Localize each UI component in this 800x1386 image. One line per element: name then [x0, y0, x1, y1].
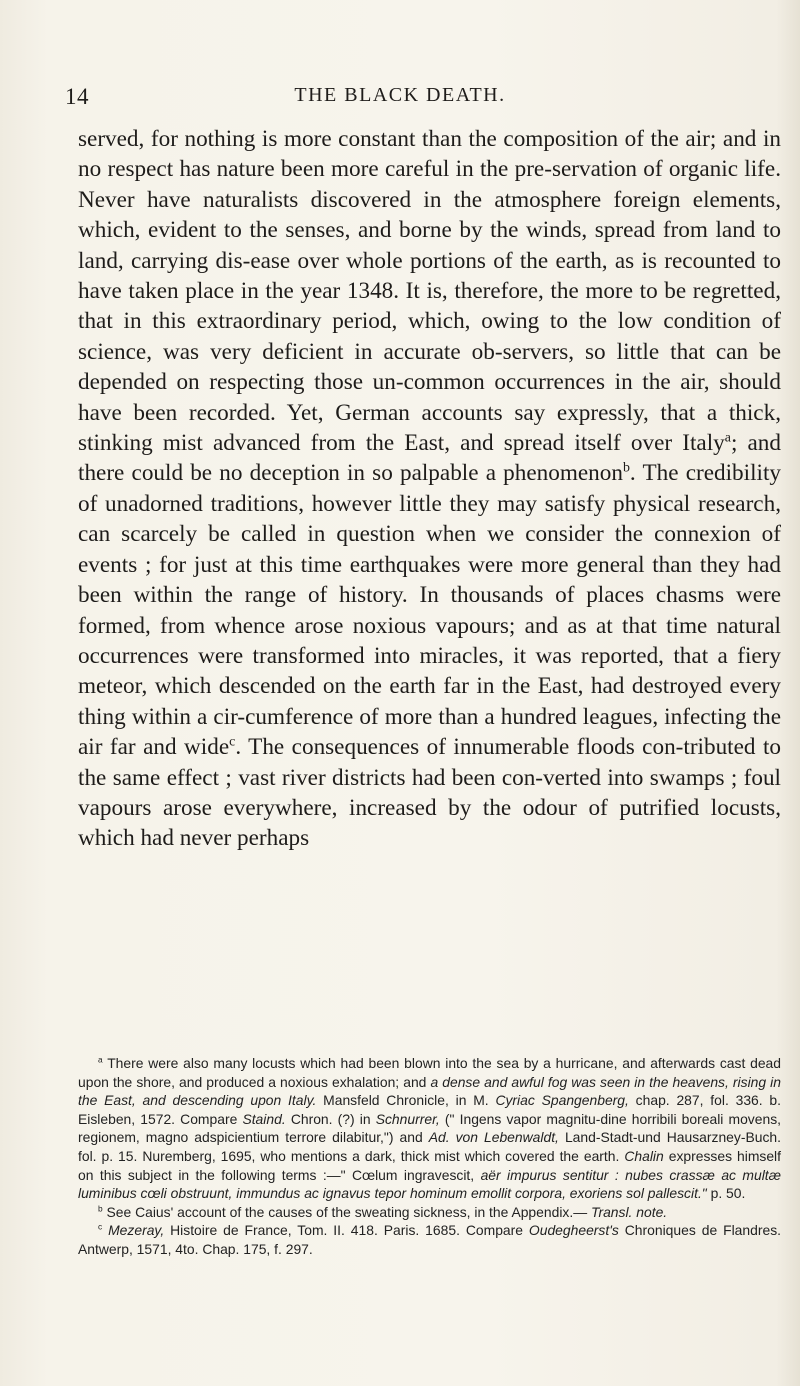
- footnote-text: Chron. (?) in: [285, 1110, 376, 1127]
- footnote-text-italic: Oudegheerst's: [528, 1222, 619, 1239]
- footnote-text: chap. 287, fol. 336. b. Eisleben, 1572. Compare: [78, 1092, 782, 1127]
- footnote-ref-a: a: [724, 430, 731, 446]
- footnote-ref-b: b: [622, 460, 630, 476]
- running-head: THE BLACK DEATH.: [294, 84, 506, 106]
- footnote-text-italic: Schnurrer,: [375, 1110, 440, 1127]
- footnote-text-italic: Chalin: [624, 1147, 664, 1164]
- footnote-text-italic: Mezeray,: [108, 1222, 165, 1239]
- body-text-part: . The credibility of unadorned traditions, however little they may satisfy physical research, can scarcely be called in question when we consider the connexion of events ; for just at this time earthquakes were more general than they had been within the range of history. In thousands of places chasms were formed, from whence arose noxious vapours; and as at that time natural occurrences were transformed into miracles, it was reported, that a fiery meteor, which descended on the earth far in the East, had destroyed every thing within a cir-cumference of more than a hundred leagues, infecting the air far and wide: [78, 460, 781, 761]
- footnote-a: [78, 1054, 781, 1203]
- footnote-text: p. 50.: [706, 1185, 746, 1202]
- body-text-part: ; and there could be no deception in so palpable a phenomenon: [78, 430, 781, 487]
- footnote-text: Histoire de France, Tom. II. 418. Paris. 1685. Compare: [164, 1222, 529, 1239]
- body-text-part: . The consequences of innumerable floods con-tributed to the same effect ; vast river districts had been con-verted into swamps ; foul vapours arose everywhere, increased by the odour of putrified locusts, which had never perhaps: [78, 734, 782, 852]
- footnote-text: (" Ingens vapor magnitu-dine horribili boreali movens, regionem, magno adspicientium terrore dilabitur,") and: [78, 1110, 781, 1146]
- footnote-marker: c: [98, 1221, 103, 1232]
- footnote-text-italic: Staind.: [242, 1110, 286, 1127]
- footnote-text: See Caius' account of the causes of the sweating sickness, in the Appendix.—: [106, 1203, 591, 1220]
- footnote-b: [78, 1203, 781, 1222]
- footnote-text: expresses himself on this subject in the following terms :—" Cœlum ingravescit,: [78, 1147, 782, 1183]
- footnote-ref-c: c: [229, 734, 236, 750]
- footnote-text-italic: Transl. note.: [590, 1203, 668, 1220]
- body-text-part: served, for nothing is more constant than the composition of the air; and in no respect has nature been more careful in the pre-servation of organic life. Never have naturalists discovered in the atmosphere foreign elements, which, evident to the senses, and borne by the winds, spread from land to land, carrying dis-ease over whole portions of the earth, as is recounted to have taken place in the year 1348. It is, therefore, the more to be regretted, that in this extraordinary period, which, owing to the low condition of science, was very deficient in accurate ob-servers, so little that can be depended on respecting those un-common occurrences in the air, should have been recorded. Yet, German accounts say expressly, that a thick, stinking mist advanced from the East, and spread itself over Italy: [78, 126, 781, 457]
- footnote-marker: b: [98, 1203, 103, 1214]
- footnote-text-italic: Ad. von Lebenwaldt,: [428, 1129, 559, 1146]
- page-header: [0, 84, 800, 114]
- footnotes: [78, 1054, 781, 1259]
- footnote-text-italic: aër impurus sentitur : nubes crassæ ac multæ luminibus cœli obstruunt, immundus ac ignavus tepor hominum emollit corpora, exoriens sol pallescit.": [78, 1166, 781, 1202]
- footnote-text: Land-Stadt-und Hausarzney-Buch. fol. p. 15. Nuremberg, 1695, who mentions a dark, thick mist which covered the earth.: [78, 1129, 781, 1164]
- footnote-text: Mansfeld Chronicle, in M.: [316, 1092, 496, 1109]
- footnote-text-italic: a dense and awful fog was seen in the heavens, rising in the East, and descending upon Italy.: [78, 1073, 781, 1109]
- footnote-text: There were also many locusts which had been blown into the sea by a hurricane, and afterwards cast dead upon the shore, and produced a noxious exhalation; and: [78, 1055, 782, 1090]
- page-number: 14: [65, 84, 89, 109]
- footnote-marker: a: [98, 1054, 103, 1065]
- footnote-text: Chroniques de Flandres. Antwerp, 1571, 4to. Chap. 175, f. 297.: [78, 1222, 782, 1257]
- main-paragraph: [78, 124, 781, 854]
- footnote-c: [78, 1221, 781, 1258]
- footnote-text-italic: Cyriac Spangenberg,: [495, 1092, 629, 1109]
